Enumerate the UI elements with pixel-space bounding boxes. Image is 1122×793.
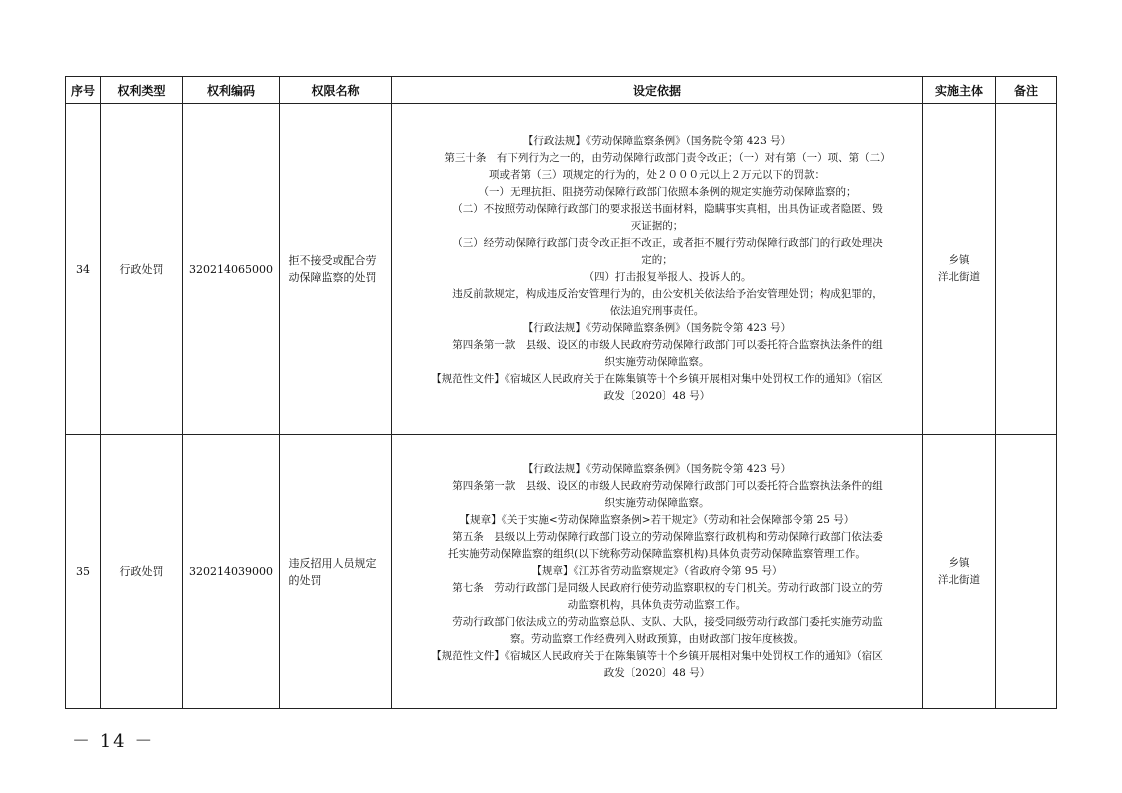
header-remark: 备注 — [996, 77, 1057, 104]
basis-line: 托实施劳动保障监察的组织(以下统称劳动保障监察机构)具体负责劳动保障监察管理工作。 — [448, 548, 866, 560]
cell-basis — [392, 104, 923, 435]
basis-line: （二）不按照劳动保障行政部门的要求报送书面材料，隐瞒事实真相，出具伪证或者隐匿、毁 — [452, 203, 883, 215]
cell-remark — [996, 104, 1057, 435]
basis-line: 【行政法规】《劳动保障监察条例》（国务院令第 423 号） — [522, 463, 792, 475]
cell-name — [280, 435, 392, 709]
basis-line: 第五条 县级以上劳动保障行政部门设立的劳动保障监察行政机构和劳动保障行政部门依法委 — [452, 531, 883, 543]
basis-line: 劳动行政部门依法成立的劳动监察总队、支队、大队，接受同级劳动行政部门委托实施劳动监 — [452, 616, 883, 628]
basis-line: 【规章】《江苏省劳动监察规定》（省政府令第 95 号） — [531, 565, 783, 577]
header-code: 权利编码 — [183, 77, 280, 104]
basis-line: 织实施劳动保障监察。 — [604, 356, 710, 368]
header-basis: 设定依据 — [392, 77, 923, 104]
basis-line: （四）打击报复举报人、投诉人的。 — [583, 271, 752, 283]
basis-line: 依法追究刑事责任。 — [609, 305, 705, 317]
cell-subject — [923, 104, 996, 435]
basis-line: 政发〔2020〕48 号） — [603, 390, 711, 402]
basis-line: 【行政法规】《劳动保障监察条例》（国务院令第 423 号） — [522, 135, 792, 147]
cell-code: 320214065000 — [183, 104, 280, 435]
basis-line: 【规范性文件】《宿城区人民政府关于在陈集镇等十个乡镇开展相对集中处罚权工作的通知》（宿区 — [431, 373, 883, 385]
basis-line: 定的； — [641, 254, 673, 266]
basis-line: 灭证据的； — [630, 220, 684, 232]
cell-seq: 34 — [66, 104, 101, 435]
basis-line: （三）经劳动保障行政部门责令改正拒不改正，或者拒不履行劳动保障行政部门的行政处理决 — [452, 237, 883, 249]
header-seq: 序号 — [66, 77, 101, 104]
basis-line: 第七条 劳动行政部门是同级人民政府行使劳动监察职权的专门机关。劳动行政部门设立的劳 — [452, 582, 883, 594]
subject-line: 乡镇 — [948, 254, 970, 266]
basis-line: 项或者第（三）项规定的行为的，处２０００元以上２万元以下的罚款： — [489, 169, 825, 181]
rights-table — [65, 76, 1057, 709]
cell-code: 320214039000 — [183, 435, 280, 709]
header-name: 权限名称 — [280, 77, 392, 104]
basis-line: 察。劳动监察工作经费列入财政预算，由财政部门按年度核拨。 — [510, 633, 804, 645]
page-number: － 14 － — [72, 731, 155, 752]
basis-line: （一）无理抗拒、阻挠劳动保障行政部门依照本条例的规定实施劳动保障监察的； — [478, 186, 857, 198]
cell-basis — [392, 435, 923, 709]
basis-line: 【行政法规】《劳动保障监察条例》（国务院令第 423 号） — [522, 322, 792, 334]
cell-name-text: 违反招用人员规定的处罚 — [288, 556, 377, 587]
table-row — [66, 435, 1057, 709]
basis-line: 第四条第一款 县级、设区的市级人民政府劳动保障行政部门可以委托符合监察执法条件的组 — [452, 339, 883, 351]
table-row — [66, 104, 1057, 435]
basis-line: 第四条第一款 县级、设区的市级人民政府劳动保障行政部门可以委托符合监察执法条件的组 — [452, 480, 883, 492]
cell-seq: 35 — [66, 435, 101, 709]
subject-line: 洋北街道 — [938, 271, 980, 283]
basis-line: 【规范性文件】《宿城区人民政府关于在陈集镇等十个乡镇开展相对集中处罚权工作的通知》（宿区 — [431, 650, 883, 662]
cell-remark — [996, 435, 1057, 709]
basis-line: 违反前款规定，构成违反治安管理行为的，由公安机关依法给予治安管理处罚；构成犯罪的， — [452, 288, 883, 300]
cell-subject — [923, 435, 996, 709]
basis-line: 【规章】《关于实施<劳动保障监察条例>若干规定》（劳动和社会保障部令第 25 号） — [459, 514, 855, 526]
basis-line: 织实施劳动保障监察。 — [604, 497, 710, 509]
header-row — [66, 77, 1057, 104]
cell-type: 行政处罚 — [101, 435, 183, 709]
cell-type: 行政处罚 — [101, 104, 183, 435]
basis-line: 政发〔2020〕48 号） — [603, 667, 711, 679]
subject-line: 乡镇 — [948, 556, 970, 569]
basis-line: 动监察机构，具体负责劳动监察工作。 — [567, 599, 747, 611]
header-subject: 实施主体 — [923, 77, 996, 104]
cell-name — [280, 104, 392, 435]
cell-name-text: 拒不接受或配合劳动保障监察的处罚 — [288, 254, 377, 284]
header-type: 权利类型 — [101, 77, 183, 104]
basis-line: 第三十条 有下列行为之一的，由劳动保障行政部门责令改正；（一）对有第（一）项、第（二） — [444, 152, 891, 164]
subject-line: 洋北街道 — [938, 573, 980, 586]
